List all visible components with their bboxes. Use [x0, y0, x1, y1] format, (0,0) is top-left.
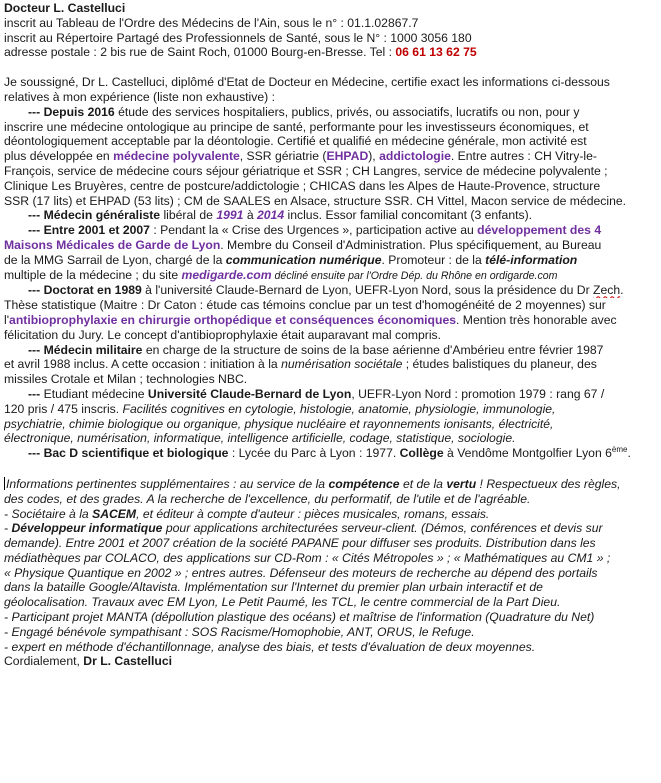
- experience-2016: --- Depuis 2016 étude des services hospitaliers, publics, privés, ou associatifs, lucratifs ou non, pour y: [28, 104, 580, 119]
- rpps-registration: inscrit au Répertoire Partagé des Professionnels de Santé, sous le N° : 1000 3056 180: [4, 30, 472, 45]
- extra-info-expert: - expert en méthode d'échantillonnage, analyse des biais, et tests d'évaluation de deux moyennes.: [4, 639, 536, 654]
- postal-address: adresse postale : 2 bis rue de Saint Roch, 01000 Bourg-en-Bresse. Tel : 06 61 13 62 75: [4, 45, 477, 60]
- spacer: [4, 60, 653, 75]
- experience-2001-2007-line-4: multiple de la médecine ; du site medigarde.com décliné ensuite par l'Ordre Dép. du Rhône en ordigarde.com: [4, 267, 558, 282]
- experience-doctorat-line-2: Thèse statistique (Maitre : Dr Caton : étude cas témoins conclue par un test d'homogénéité de 2 moyennes) sur: [4, 298, 606, 313]
- extra-info-line-5: demande). Entre 2001 et 2007 création de la société PAPANE pour diffuser ses produits. Distribution dans les: [4, 536, 596, 551]
- experience-2001-2007: --- Entre 2001 et 2007 : Pendant la « Crise des Urgences », participation active au développement des 4: [28, 223, 602, 238]
- text-cursor: [4, 477, 5, 490]
- closing: Cordialement, Dr L. Castelluci: [4, 654, 172, 669]
- experience-militaire-line-3: missiles Crotale et Milan ; technologies NBC.: [4, 372, 248, 387]
- extra-info-sacem: - Sociétaire à la SACEM, et éditeur à compte d'auteur : pièces musicales, romans, essais.: [4, 506, 490, 521]
- extra-info-line-6: médiathèques par COLACO, des applications sur CD-Rom : « Cités Métropoles » ; « Mathématiques au CM1 » ;: [4, 550, 611, 565]
- experience-etudiant: --- Etudiant médecine Université Claude-Bernard de Lyon, UEFR-Lyon Nord : promotion 1979 : rang 67 /: [28, 386, 605, 401]
- addictologie-highlight: addictologie: [379, 149, 451, 164]
- doctor-name: Docteur L. Castelluci: [4, 1, 126, 15]
- maisons-medicales-highlight: Maisons Médicales de Garde de Lyon: [4, 237, 221, 252]
- ordre-registration: inscrit au Tableau de l'Ordre des Médecins de l'Ain, sous le n° : 01.1.02867.7: [4, 15, 419, 30]
- experience-2016-line-6: Clinique Les Bruyères, centre de postcure/addictologie ; CHICAS dans les Alpes de Haute-Provence, structure: [4, 178, 601, 193]
- medecine-polyvalente-highlight: médecine polyvalente: [113, 149, 240, 164]
- experience-doctorat-line-4: félicitation du Jury. Le concept d'antibioprophylaxie était auparavant mal compris.: [4, 327, 442, 342]
- intro-line-1: Je soussigné, Dr L. Castelluci, diplômé d'Etat de Docteur en Médecine, certifie exact les informations ci-dessous: [4, 75, 610, 90]
- extra-info-benevole: - Engagé bénévole sympathisant : SOS Racisme/Homophobie, ANT, ORUS, le Refuge.: [4, 624, 475, 639]
- extra-info-line-8: dans la bataille Google/Altavista. Implémentation sur l'Internet du premier plan urbain interactif et de: [4, 580, 543, 595]
- spacer: [4, 461, 653, 477]
- extra-info-line-1: Informations pertinentes supplémentaires : au service de la compétence et de la vertu ! Respectueux des règles,: [6, 476, 621, 491]
- experience-etudiant-line-3: psychiatrie, chimie biologique ou organique, physique nucléaire et rayonnements ionisants, électricité,: [4, 416, 554, 431]
- experience-generaliste: --- Médecin généraliste libéral de 1991 à 2014 inclus. Essor familial concomitant (3 enfants).: [28, 208, 533, 223]
- experience-etudiant-line-4: électronique, numérisation, informatique, intelligence artificielle, codage, statistique, sociologie.: [4, 431, 516, 446]
- experience-bac: --- Bac D scientifique et biologique : Lycée du Parc à Lyon : 1977. Collège à Vendôme Montgolfier Lyon 6ème.: [28, 446, 631, 461]
- intro-line-2: relatives à mon expérience (liste non exhaustive) :: [4, 89, 275, 104]
- extra-info-developpeur: - Développeur informatique pour applications architecturées serveur-client. (Démos, conférences et devis sur: [4, 521, 603, 536]
- experience-militaire: --- Médecin militaire en charge de la structure de soins de la base aérienne d'Ambérieu entre février 1987: [28, 342, 604, 357]
- experience-doctorat: --- Doctorat en 1989 à l'université Claude-Bernard de Lyon, UEFR-Lyon Nord, sous la présidence du Dr Zech.: [28, 283, 624, 298]
- signature-name: Dr L. Castelluci: [83, 654, 172, 669]
- experience-2016-line-4: plus développée en médecine polyvalente, SSR gériatrie (EHPAD), addictologie. Entre autres : CH Vitry-le-: [4, 149, 597, 164]
- medigarde-site: medigarde.com: [181, 267, 272, 282]
- experience-2016-line-7: SSR (17 lits) et EHPAD (53 lits) ; CM de SAALES en Alsace, structure SSR. CH Vittel, Macon service de médecine.: [4, 193, 627, 208]
- extra-info-line-7: « Physique Quantique en 2002 » ; entres autres. Défenseur des moteurs de recherche au dépend des portails: [4, 565, 598, 580]
- experience-2016-line-5: François, service de médecine cours séjour gériatrique et SSR ; CH Langres, service de médecine polyvalente ;: [4, 163, 608, 178]
- experience-militaire-line-2: et avril 1988 inclus. A cette occasion : initiation à la numérisation sociétale ; études balistiques du planeur, des: [4, 357, 597, 372]
- experience-etudiant-line-2: 120 pris / 475 inscris. Facilités cognitives en cytologie, histologie, anatomie, physiologie, immunologie,: [4, 401, 556, 416]
- experience-2001-2007-line-3: de la MMG Sarrail de Lyon, chargé de la communication numérique. Promoteur : de la télé-information: [4, 252, 578, 267]
- extra-info-manta: - Participant projet MANTA (dépollution plastique des océans) et maîtrise de l'information (Quadrature du Net): [4, 610, 595, 625]
- experience-2016-line-3: déontologiquement acceptable par la déontologie. Certifié et qualifié en médecine générale, mon activité est: [4, 134, 587, 149]
- ehpad-highlight: EHPAD: [326, 149, 369, 164]
- extra-info-line-9: géolocalisation. Travaux avec EM Lyon, Le Petit Paumé, les TCL, le centre commercial de la Part Dieu.: [4, 595, 561, 610]
- antibioprophylaxie-highlight: antibioprophylaxie en chirurgie orthopédique et conséquences économiques: [9, 312, 457, 327]
- extra-info-line-2: des codes, et des grades. A la recherche de l'excellence, du performatif, de l'utile et de l'agréable.: [4, 491, 531, 506]
- phone-number: 06 61 13 62 75: [395, 45, 477, 60]
- experience-2001-2007-line-2: Maisons Médicales de Garde de Lyon. Membre du Conseil d'Administration. Plus spécifiquement, au Bureau: [4, 237, 602, 252]
- experience-2016-line-2: inscrire une médecine ontologique au principe de santé, performante pour les investisseurs économiques, et: [4, 119, 589, 134]
- experience-doctorat-line-3: l'antibioprophylaxie en chirurgie orthopédique et conséquences économiques. Mention très honorable avec: [4, 312, 617, 327]
